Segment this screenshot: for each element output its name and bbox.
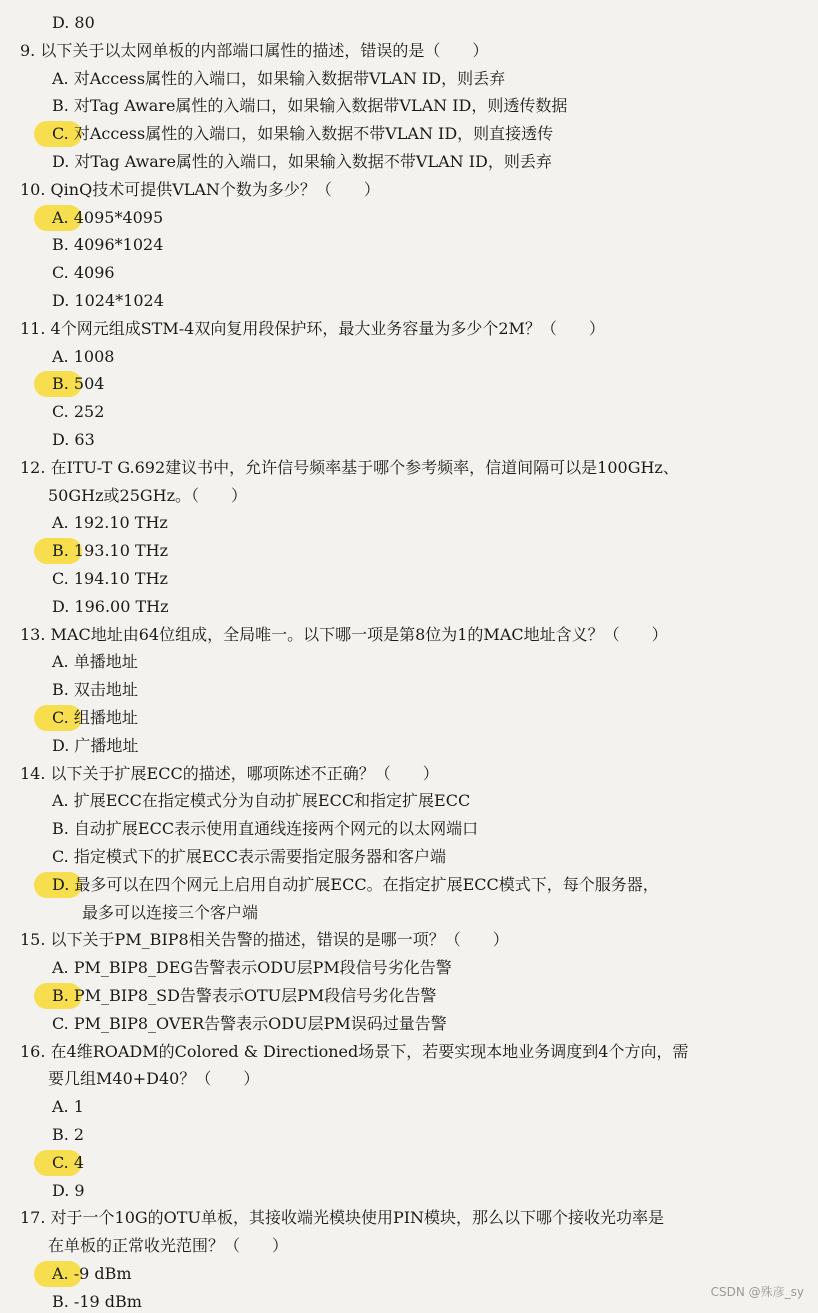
- answer-option: A. 4095*4095: [52, 207, 164, 227]
- answer-option: B. 自动扩展ECC表示使用直通线连接两个网元的以太网端口: [52, 819, 479, 839]
- answer-option: B. 504: [52, 374, 105, 394]
- answer-option: A. 192.10 THz: [52, 513, 168, 533]
- answer-option: A. -9 dBm: [52, 1264, 132, 1283]
- answer-option: A. 对Access属性的入端口，如果输入数据带VLAN ID，则丢弃: [52, 68, 506, 88]
- answer-option: C. 194.10 THz: [52, 569, 168, 588]
- answer-option: D. 80: [52, 13, 95, 32]
- csdn-watermark: CSDN @殊彦_sy: [710, 1285, 804, 1299]
- answer-option: B. 193.10 THz: [52, 541, 169, 561]
- answer-option: D. 196.00 THz: [52, 596, 169, 616]
- answer-option: D. 对Tag Aware属性的入端口，如果输入数据不带VLAN ID，则丢弃: [52, 152, 552, 171]
- question-stem: 14. 以下关于扩展ECC的描述，哪项陈述不正确？（ ）: [20, 763, 439, 783]
- question-stem: 16. 在4维ROADM的Colored & Directioned场景下，若要实现本地业务调度到4个方向，需: [20, 1041, 689, 1061]
- answer-option: A. 扩展ECC在指定模式分为自动扩展ECC和指定扩展ECC: [52, 791, 471, 811]
- answer-option: C. PM_BIP8_OVER告警表示ODU层PM误码过量告警: [52, 1013, 447, 1033]
- answer-option: D. 63: [52, 430, 95, 449]
- question-stem: 17. 对于一个10G的OTU单板，其接收端光模块使用PIN模块，那么以下哪个接收光功率是: [20, 1208, 665, 1228]
- question-stem: 9. 以下关于以太网单板的内部端口属性的描述，错误的是（ ）: [20, 40, 489, 60]
- question-continuation: 最多可以连接三个客户端: [82, 902, 259, 922]
- answer-option: C. 组播地址: [52, 708, 138, 727]
- question-stem: 12. 在ITU-T G.692建议书中，允许信号频率基于哪个参考频率，信道间隔可以是100GHz、: [20, 457, 679, 477]
- answer-option: C. 对Access属性的入端口，如果输入数据不带VLAN ID，则直接透传: [52, 124, 554, 144]
- question-stem: 10. QinQ技术可提供VLAN个数为多少？（ ）: [20, 179, 380, 199]
- question-continuation: 50GHz或25GHz。（ ）: [48, 485, 248, 505]
- answer-option: A. 1: [52, 1097, 84, 1117]
- answer-option: B. -19 dBm: [52, 1291, 142, 1311]
- answer-option: D. 1024*1024: [52, 291, 164, 310]
- answer-option: D. 9: [52, 1180, 85, 1200]
- question-stem: 11. 4个网元组成STM-4双向复用段保护环，最大业务容量为多少个2M？（ ）: [20, 318, 605, 338]
- answer-option: A. 1008: [52, 346, 115, 366]
- question-continuation: 在单板的正常收光范围？（ ）: [48, 1236, 289, 1256]
- answer-option: B. 对Tag Aware属性的入端口，如果输入数据带VLAN ID，则透传数据: [52, 96, 568, 116]
- answer-option: C. 4096: [52, 263, 115, 283]
- answer-option: D. 广播地址: [52, 735, 139, 755]
- answer-option: C. 指定模式下的扩展ECC表示需要指定服务器和客户端: [52, 847, 447, 866]
- answer-option: A. 单播地址: [52, 652, 138, 672]
- question-stem: 13. MAC地址由64位组成，全局唯一。以下哪一项是第8位为1的MAC地址含义？（ ）: [20, 624, 668, 644]
- answer-option: C. 4: [52, 1152, 85, 1172]
- answer-option: B. 2: [52, 1125, 85, 1144]
- answer-option: D. 最多可以在四个网元上启用自动扩展ECC。在指定扩展ECC模式下，每个服务器，: [52, 874, 659, 894]
- answer-option: B. 双击地址: [52, 680, 138, 700]
- question-stem: 15. 以下关于PM_BIP8相关告警的描述，错误的是哪一项？（ ）: [20, 930, 509, 950]
- answer-option: B. 4096*1024: [52, 235, 164, 255]
- answer-option: A. PM_BIP8_DEG告警表示ODU层PM段信号劣化告警: [52, 958, 452, 978]
- question-continuation: 要几组M40+D40？（ ）: [48, 1069, 260, 1089]
- answer-option: C. 252: [52, 402, 105, 422]
- answer-option: B. PM_BIP8_SD告警表示OTU层PM段信号劣化告警: [52, 986, 437, 1005]
